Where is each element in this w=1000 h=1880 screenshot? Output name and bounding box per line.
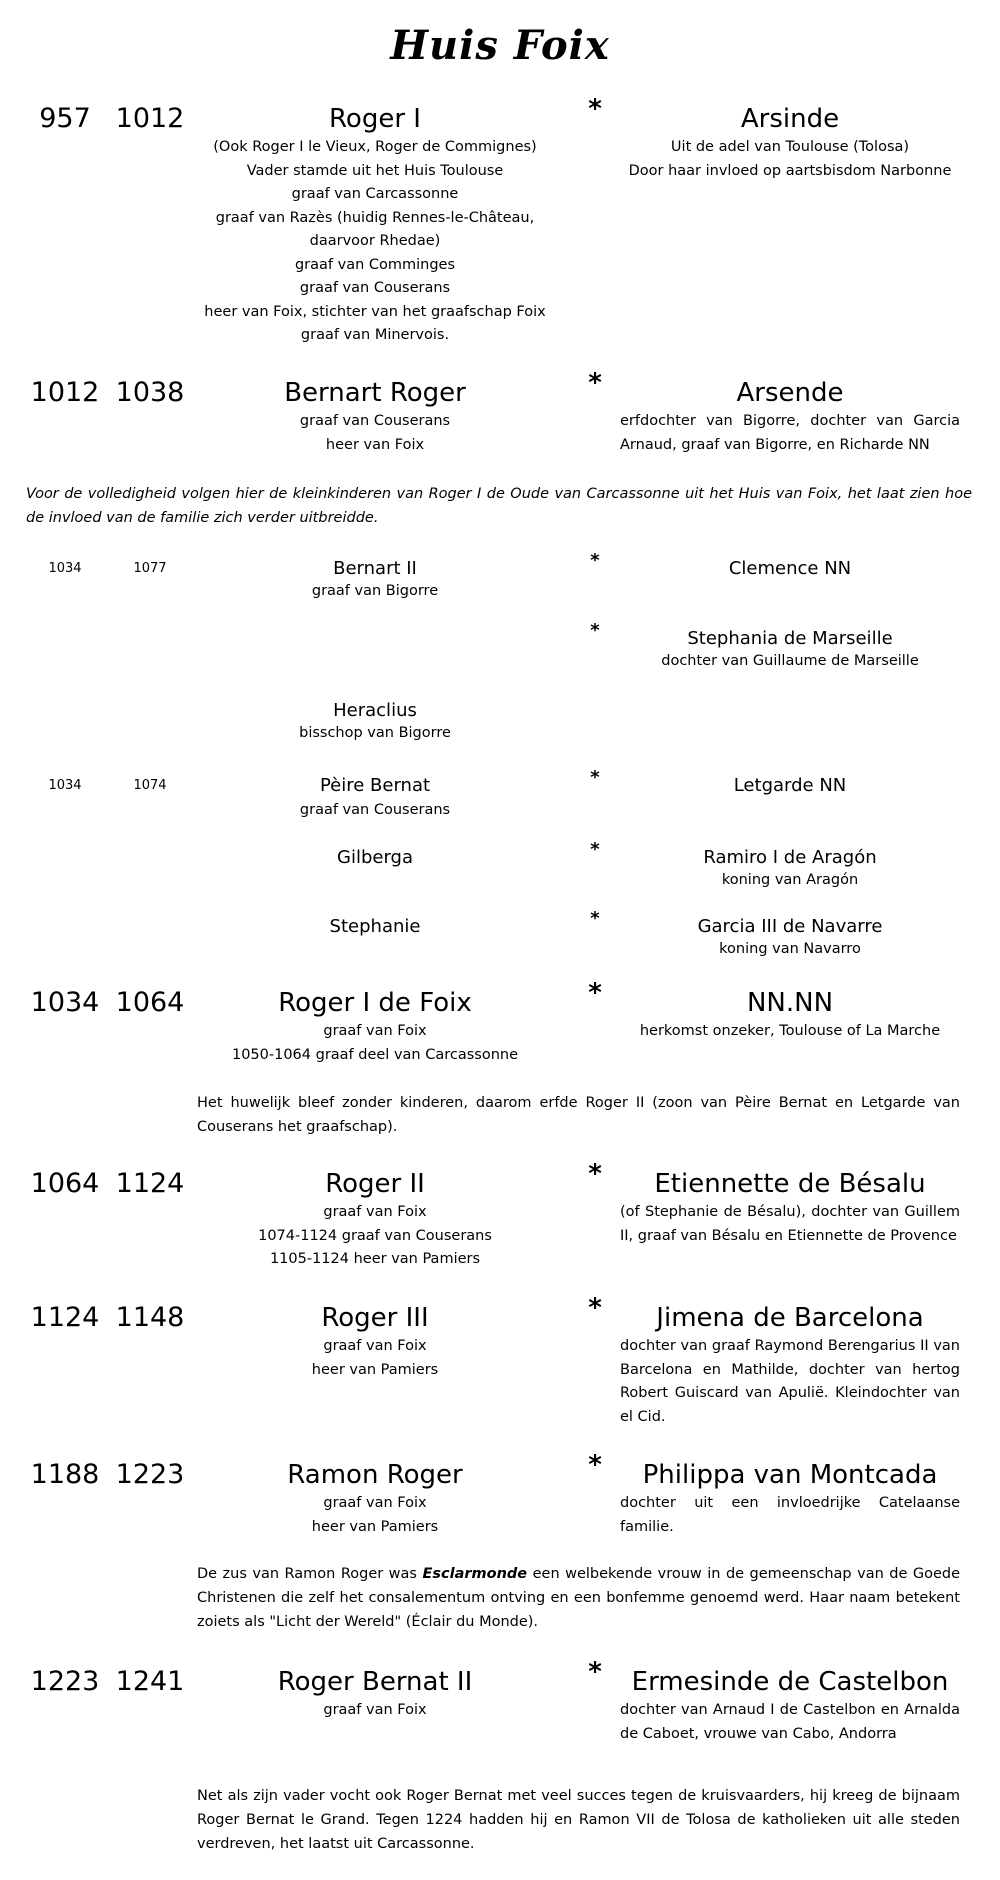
spouse-detail: (of Stephanie de Bésalu), dochter van Guillem II, graaf van Bésalu en Etiennette de Provence	[620, 1204, 960, 1244]
year-end: 1074	[133, 778, 167, 793]
person-detail: heer van Foix	[325, 436, 425, 453]
person-detail: graaf van Comminges	[294, 256, 456, 273]
spouse-name: Ermesinde de Castelbon	[631, 1667, 949, 1697]
person-detail: graaf van Couserans	[299, 413, 451, 429]
spouse	[620, 1301, 960, 1429]
person	[175, 1458, 575, 1539]
person-name: Ramon Roger	[287, 1460, 463, 1490]
spouse	[620, 910, 960, 962]
person-name: Bernart Roger	[284, 378, 466, 408]
spouse	[620, 1167, 960, 1248]
year-start: 1064	[30, 1168, 100, 1199]
marriage-marker: *	[590, 839, 600, 860]
year-start: 1034	[48, 778, 82, 793]
person-detail: graaf van Bigorre	[311, 583, 439, 599]
person	[175, 1167, 575, 1272]
person-detail: bisschop van Bigorre	[299, 725, 451, 741]
person-detail: heer van Foix, stichter van het graafschap Foix	[204, 303, 546, 320]
person-name: Stephanie	[329, 916, 421, 937]
person-detail: graaf van Carcassonne	[291, 186, 459, 202]
person-name: Roger I	[329, 104, 421, 134]
person-detail: graaf van Razès (huidig Rennes-le-Château,	[215, 209, 535, 226]
year-end: 1077	[133, 561, 167, 576]
spouse-name: Arsende	[736, 378, 844, 408]
spouse-name: Jimena de Barcelona	[656, 1303, 924, 1333]
person-detail: heer van Pamiers	[311, 1518, 439, 1535]
person-name: Roger I de Foix	[278, 988, 472, 1018]
spouse	[620, 376, 960, 457]
year-end: 1223	[115, 1459, 185, 1490]
spouse	[620, 102, 960, 183]
person-detail: graaf van Foix	[323, 1495, 427, 1511]
spouse-name: Arsinde	[740, 104, 840, 134]
person-name: Roger Bernat II	[277, 1667, 473, 1697]
spouse-name: Garcia III de Navarre	[697, 916, 883, 937]
note-text: een welbekende vrouw in de gemeenschap van de Goede Christenen die zelf het consalementum ontving en een bonfemme genoemd werd. Haar naam betekent zoiets als "Licht der Wereld" (Éclair du Monde).	[197, 1566, 960, 1630]
person-detail: daarvoor Rhedae)	[309, 233, 441, 249]
marriage-marker: *	[588, 978, 602, 1008]
marriage-marker: *	[590, 908, 600, 929]
spouse-detail: herkomst onzeker, Toulouse of La Marche	[639, 1023, 941, 1039]
spouse-name: Clemence NN	[728, 558, 852, 579]
year-end: 1012	[115, 103, 185, 134]
year-end: 1038	[115, 377, 185, 408]
year-start: 1034	[30, 987, 100, 1018]
marriage-marker: *	[588, 1450, 602, 1480]
person-detail: 1074-1124 graaf van Couserans	[258, 1227, 492, 1244]
person	[175, 694, 575, 746]
spouse-name: NN.NN	[746, 988, 834, 1018]
spouse-name: Philippa van Montcada	[642, 1460, 938, 1490]
marriage-marker: *	[588, 1159, 602, 1189]
note-grandchildren: Voor de volledigheid volgen hier de kleinkinderen van Roger I de Oude van Carcassonne uit het Huis van Foix, het laat zien hoe de invloed van de familie zich verder uitbreidde.	[26, 486, 972, 526]
marriage-marker: *	[588, 94, 602, 124]
person	[175, 102, 575, 348]
person-detail: 1050-1064 graaf deel van Carcassonne	[231, 1046, 519, 1063]
marriage-marker: *	[588, 1657, 602, 1687]
person-detail: heer van Pamiers	[311, 1361, 439, 1378]
spouse	[620, 552, 960, 586]
spouse-detail: dochter uit een invloedrijke Catelaanse familie.	[620, 1495, 960, 1535]
person-name: Bernart II	[333, 558, 417, 579]
spouse-name: Letgarde NN	[733, 775, 847, 796]
person	[175, 910, 575, 944]
spouse-detail: dochter van graaf Raymond Berengarius II van Barcelona en Mathilde, dochter van hertog Robert Guiscard van Apulië. Kleindochter van el Cid.	[620, 1338, 960, 1425]
esclarmonde-name: Esclarmonde	[422, 1566, 528, 1582]
year-start: 957	[39, 103, 91, 134]
year-end: 1064	[115, 987, 185, 1018]
person-detail: graaf van Foix	[323, 1023, 427, 1039]
year-start: 1034	[48, 561, 82, 576]
spouse-name: Ramiro I de Aragón	[703, 847, 877, 868]
page-title: Huis Foix	[390, 22, 610, 69]
year-start: 1188	[30, 1459, 100, 1490]
spouse	[620, 1458, 960, 1539]
spouse	[620, 986, 960, 1044]
marriage-marker: *	[590, 550, 600, 571]
spouse-detail: dochter van Guillaume de Marseille	[661, 653, 919, 669]
spouse-detail: koning van Aragón	[721, 872, 859, 888]
year-start: 1223	[30, 1666, 100, 1697]
year-start: 1124	[30, 1302, 100, 1333]
person	[175, 552, 575, 604]
spouse	[620, 841, 960, 893]
person-name: Roger II	[325, 1169, 425, 1199]
note-roger-bernat: Net als zijn vader vocht ook Roger Bernat met veel succes tegen de kruisvaarders, hij kreeg de bijnaam Roger Bernat le Grand. Tegen 1224 hadden hij en Ramon VII de Tolosa de katholieken uit alle steden verdreven, het laatst uit Carcassonne.	[197, 1788, 960, 1852]
person-detail: graaf van Couserans	[299, 280, 451, 296]
person	[175, 376, 575, 457]
year-end: 1241	[115, 1666, 185, 1697]
person	[175, 986, 575, 1067]
marriage-marker: *	[588, 368, 602, 398]
person	[175, 769, 575, 823]
person-detail: Vader stamde uit het Huis Toulouse	[246, 162, 504, 179]
spouse-detail: Door haar invloed op aartsbisdom Narbonne	[628, 162, 952, 179]
person-detail: graaf van Minervois.	[300, 327, 450, 343]
spouse-detail: dochter van Arnaud I de Castelbon en Arnalda de Caboet, vrouwe van Cabo, Andorra	[620, 1702, 960, 1742]
person-detail: 1105-1124 heer van Pamiers	[269, 1251, 481, 1267]
spouse-detail: koning van Navarro	[719, 941, 861, 957]
spouse-name: Etiennette de Bésalu	[654, 1169, 926, 1199]
note-text: De zus van Ramon Roger was	[197, 1566, 423, 1582]
person	[175, 841, 575, 875]
person-detail: graaf van Foix	[323, 1338, 427, 1354]
person-name: Heraclius	[333, 700, 417, 721]
person-detail: graaf van Couserans	[299, 802, 451, 818]
person-name: Gilberga	[337, 847, 413, 868]
spouse-detail: erfdochter van Bigorre, dochter van Garcia Arnaud, graaf van Bigorre, en Richarde NN	[620, 413, 960, 453]
person-name: Roger III	[321, 1303, 429, 1333]
year-end: 1148	[115, 1302, 185, 1333]
person	[175, 1665, 575, 1723]
year-end: 1124	[115, 1168, 185, 1199]
year-start: 1012	[30, 377, 100, 408]
marriage-marker: *	[590, 620, 600, 641]
spouse	[620, 769, 960, 803]
person-detail: graaf van Foix	[323, 1702, 427, 1718]
note-esclarmonde	[197, 1562, 960, 1634]
spouse	[620, 622, 960, 674]
person-detail: graaf van Foix	[323, 1204, 427, 1220]
person	[175, 1301, 575, 1382]
marriage-marker: *	[588, 1293, 602, 1323]
spouse-name: Stephania de Marseille	[687, 628, 893, 649]
marriage-marker: *	[590, 767, 600, 788]
note-no-children: Het huwelijk bleef zonder kinderen, daarom erfde Roger II (zoon van Pèire Bernat en Letgarde van Couserans het graafschap).	[197, 1095, 960, 1135]
person-detail: (Ook Roger I le Vieux, Roger de Commignes)	[213, 139, 537, 155]
person-name: Pèire Bernat	[319, 775, 431, 796]
spouse-detail: Uit de adel van Toulouse (Tolosa)	[670, 139, 910, 155]
spouse	[620, 1665, 960, 1746]
